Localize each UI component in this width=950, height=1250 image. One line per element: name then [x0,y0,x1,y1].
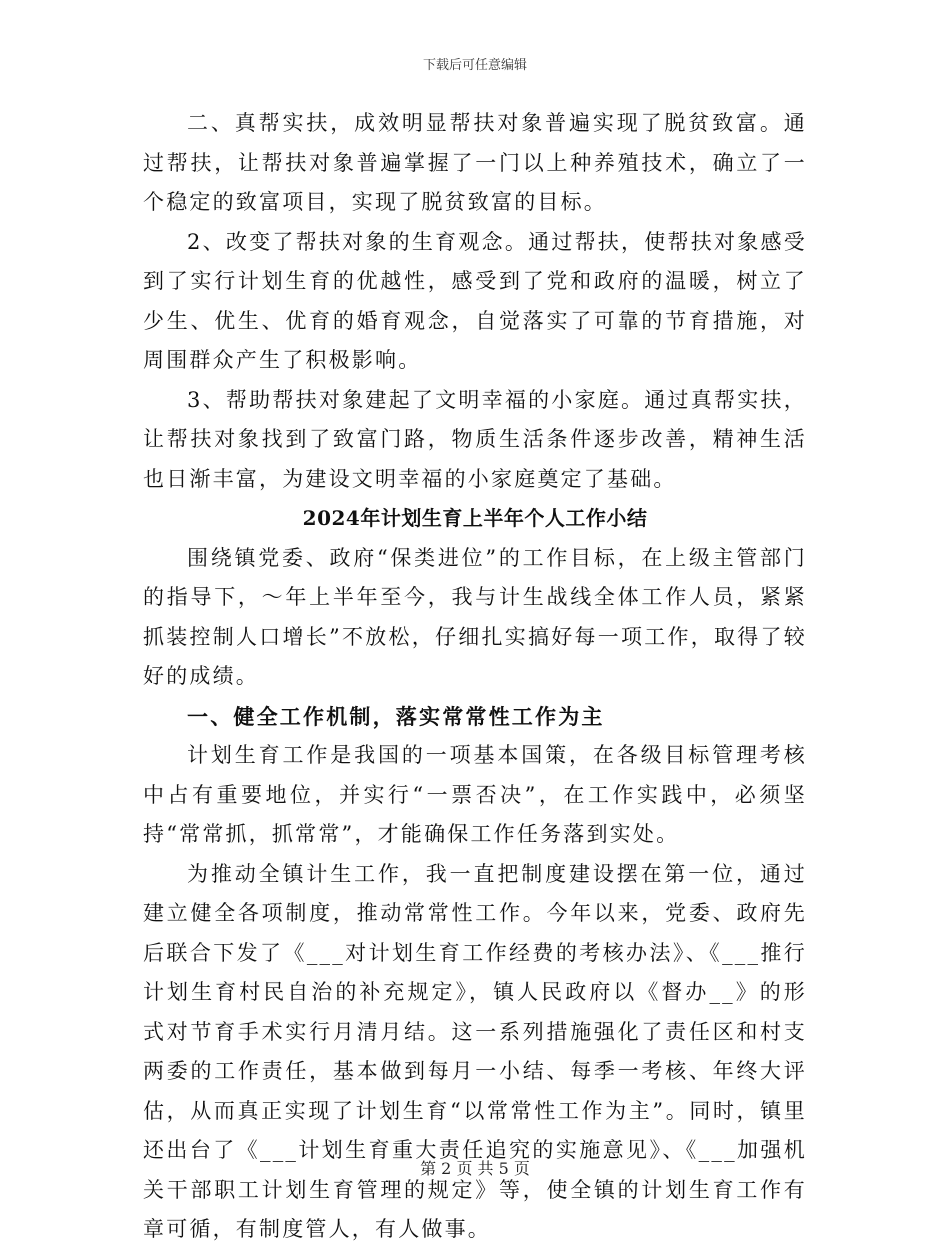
paragraph-happy-family: 3、帮助帮扶对象建起了文明幸福的小家庭。通过真帮实扶，让帮扶对象找到了致富门路，物质生活条件逐步改善，精神生活也日渐丰富，为建设文明幸福的小家庭奠定了基础。 [143,387,807,491]
paragraph-intro: 围绕镇党委、政府“保类进位”的工作目标，在上级主管部门的指导下，～年上半年至今，我与计生战线全体工作人员，紧紧抓装控制人口增长”不放松，仔细扎实搞好每一项工作，取得了较好的成绩。 [143,545,807,688]
section-heading: 一、健全工作机制，落实常常性工作为主 [187,703,605,729]
paragraph-poverty-relief: 二、真帮实扶，成效明显帮扶对象普遍实现了脱贫致富。通过帮扶，让帮扶对象普遍掌握了一门以上种养殖技术，确立了一个稳定的致富项目，实现了脱贫致富的目标。 [143,111,807,214]
document-body [143,104,807,1250]
paragraph-system-building: 为推动全镇计生工作，我一直把制度建设摆在第一位，通过建立健全各项制度，推动常常性工作。今年以来，党委、政府先后联合下发了《___对计划生育工作经费的考核办法》、《___推行计划生育村民自治的补充规定》，镇人民政府以《督办__》的形式对节育手术实行月清月结。这一系列措施强化了责任区和村支两委的工作责任，基本做到每月一小结、每季一考核、年终大评估，从而真正实现了计划生育“以常常性工作为主”。同时，镇里还出台了《___计划生育重大责任追究的实施意见》、《___加强机关干部职工计划生育管理的规定》等，使全镇的计划生育工作有章可循，有制度管人，有人做事。 [143,861,807,1241]
paragraph-basic-policy: 计划生育工作是我国的一项基本国策，在各级目标管理考核中占有重要地位，并实行“一票否决”，在工作实践中，必须坚持“常常抓，抓常常”，才能确保工作任务落到实处。 [143,743,807,846]
document-title: 2024年计划生育上半年个人工作小结 [302,506,648,530]
page-header-note: 下载后可任意编辑 [422,58,527,73]
paragraph-birth-concept: 2、改变了帮扶对象的生育观念。通过帮扶，使帮扶对象感受到了实行计划生育的优越性，感受到了党和政府的温暖，树立了少生、优生、优育的婚育观念，自觉落实了可靠的节育措施，对周围群众产生了积极影响。 [143,229,807,372]
page-number: 第 2 页 共 5 页 [420,1159,530,1178]
